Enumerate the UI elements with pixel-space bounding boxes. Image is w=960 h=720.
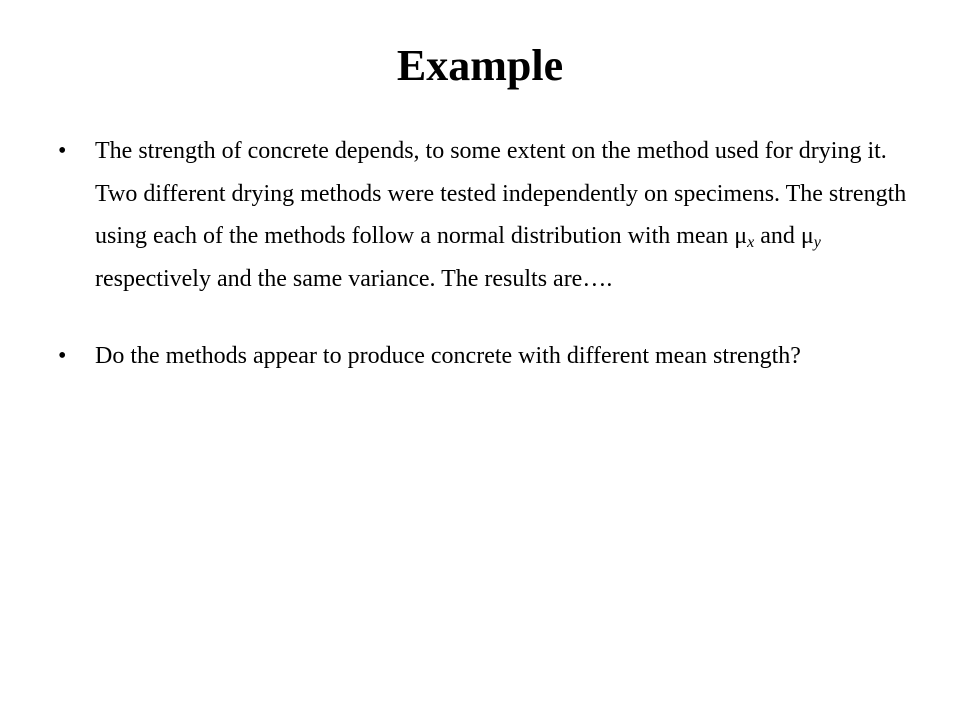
bullet-marker: • (58, 138, 67, 164)
subscript-x: x (747, 234, 755, 251)
bullet-2-text: Do the methods appear to produce concrete with different mean strength? (95, 343, 801, 369)
bullet-1-text-start: The strength of concrete depends, to some extent on the method used for drying it. Two different drying methods were tested independently on specimens. The strength using each of the methods follow a normal distribution with mean (95, 138, 907, 249)
subscript-y: y (813, 234, 821, 251)
bullet-item-1 (58, 130, 918, 300)
bullet-1-connector: and (754, 223, 801, 249)
bullet-1-text-end: respectively and the same variance. The results are…. (95, 265, 613, 292)
bullet-item-2 (58, 335, 918, 378)
mu-symbol-x: μ (734, 223, 748, 249)
slide-title: Example (396, 41, 564, 90)
mu-symbol-y: μ (800, 223, 814, 249)
bullet-marker: • (58, 343, 67, 369)
bullet-list (58, 130, 918, 413)
